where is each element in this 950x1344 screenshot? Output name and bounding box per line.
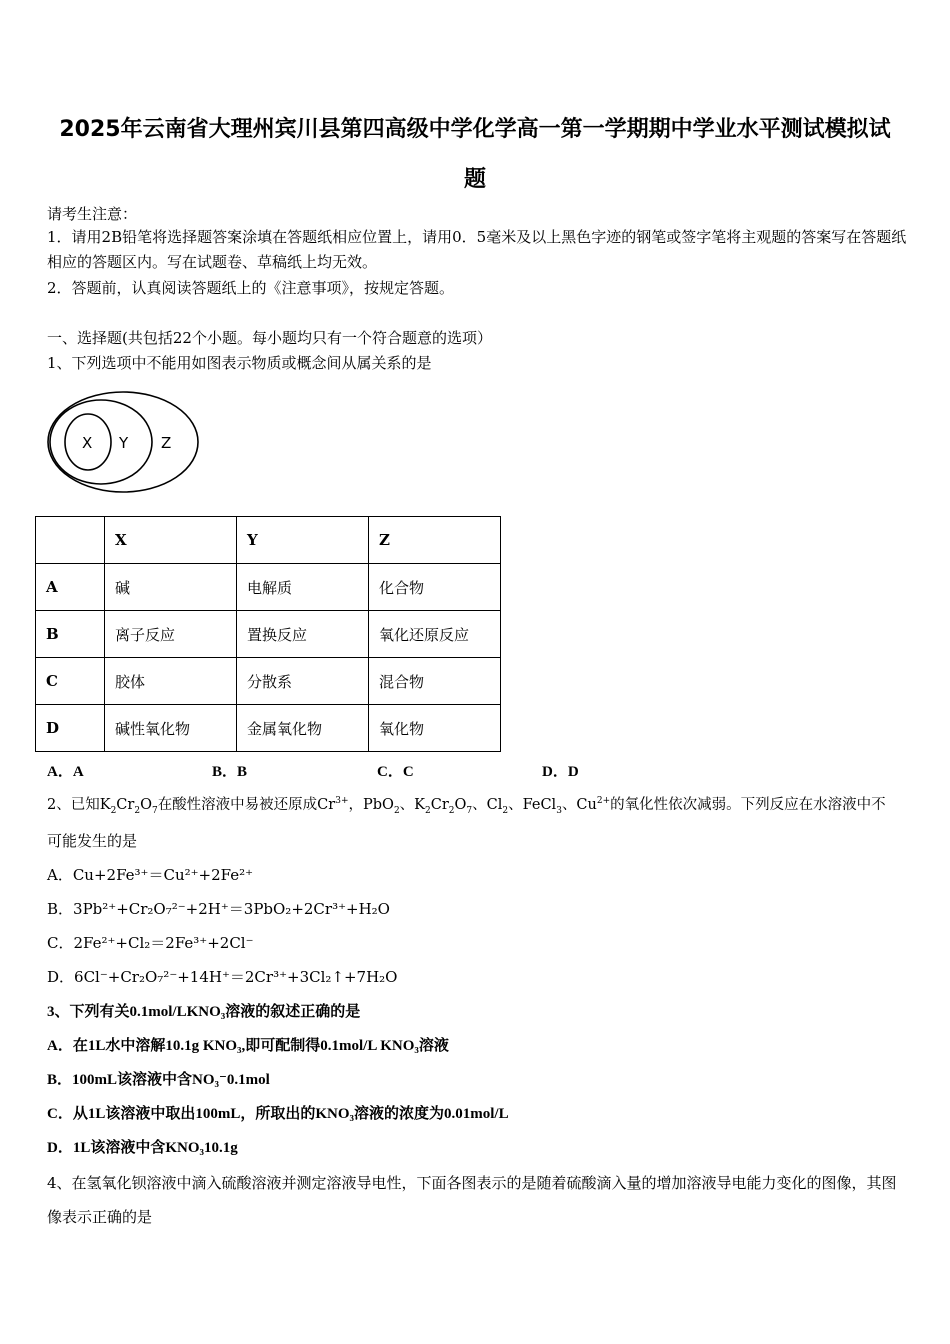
q3-stem: 3、下列有关0.1mol/LKNO₃溶液的叙述正确的是 (47, 1004, 361, 1020)
table-cell: 碱性氧化物 (105, 705, 237, 752)
venn-label-x: X (82, 434, 93, 452)
q1-option-d: D．D (542, 764, 579, 780)
table-cell: C (36, 658, 105, 705)
q2-stem-part: ，PbO (348, 797, 394, 813)
q3-option-b: B．100mL该溶液中含NO₃⁻0.1mol (47, 1072, 270, 1088)
q3-option-c: C．从1L该溶液中取出100mL，所取出的KNO₃溶液的浓度为0.01mol/L (47, 1106, 509, 1122)
q1-option-b: B．B (212, 764, 248, 780)
q2-option-c: C．2Fe²⁺+Cl₂＝2Fe³⁺+2Cl⁻ (47, 934, 254, 952)
q2-stem-part: 、K (399, 797, 426, 813)
q2-stem-part: 、FeCl (508, 797, 557, 813)
table-cell: 电解质 (237, 564, 369, 611)
table-cell: 氧化物 (369, 705, 501, 752)
q2-option-a: A．Cu+2Fe³⁺＝Cu²⁺+2Fe²⁺ (47, 866, 254, 884)
table-cell: 置换反应 (237, 611, 369, 658)
q2-stem-part: 2、已知K (47, 797, 111, 813)
page-title-line2: 题 (463, 167, 486, 192)
q1-venn-diagram (44, 388, 204, 498)
table-cell: Z (369, 517, 501, 564)
table-row (36, 564, 501, 611)
q1-option-a: A．A (47, 764, 84, 780)
q1-table (35, 516, 501, 752)
table-row (36, 611, 501, 658)
table-cell: D (36, 705, 105, 752)
table-header-row (36, 517, 501, 564)
q2-stem-part: 的氧化性依次减弱。下列反应在水溶液中不 (610, 797, 886, 813)
table-cell: 化合物 (369, 564, 501, 611)
notice-heading: 请考生注意： (47, 205, 138, 223)
table-row (36, 705, 501, 752)
table-cell: 分散系 (237, 658, 369, 705)
q2-option-b: B．3Pb²⁺+Cr₂O₇²⁻+2H⁺＝3PbO₂+2Cr³⁺+H₂O (47, 900, 390, 918)
q2-stem-line2: 可能发生的是 (47, 832, 138, 850)
notice-item-2: 2．答题前，认真阅读答题纸上的《注意事项》，按规定答题。 (47, 279, 455, 297)
section-heading: 一、选择题(共包括22个小题。每小题均只有一个符合题意的选项） (47, 329, 492, 347)
q3-option-d: D．1L该溶液中含KNO₃10.1g (47, 1140, 238, 1156)
table-cell: Y (237, 517, 369, 564)
q3-option-a: A．在1L水中溶解10.1g KNO₃,即可配制得0.1mol/L KNO₃溶液 (47, 1038, 449, 1054)
q1-option-c: C．C (377, 764, 414, 780)
table-cell: X (105, 517, 237, 564)
table-cell: 离子反应 (105, 611, 237, 658)
q4-stem: 4、在氢氧化钡溶液中滴入硫酸溶液并测定溶液导电性，下面各图表示的是随着硫酸滴入量的增加溶液导电能力变化的图像，其图像表示正确的是 (47, 1174, 897, 1226)
q2-stem-part: 在酸性溶液中易被还原成Cr (157, 797, 336, 813)
table-cell: 金属氧化物 (237, 705, 369, 752)
q1-stem: 1、下列选项中不能用如图表示物质或概念间从属关系的是 (47, 354, 432, 372)
table-cell: A (36, 564, 105, 611)
table-cell: 碱 (105, 564, 237, 611)
venn-label-z: Z (161, 434, 172, 452)
q2-option-d: D．6Cl⁻+Cr₂O₇²⁻+14H⁺＝2Cr³⁺+3Cl₂↑+7H₂O (47, 968, 398, 986)
table-cell (36, 517, 105, 564)
q2-stem-part: 、Cl (472, 797, 503, 813)
q2-stem-line1: 2、已知$K_2Cr_2O_7$在酸性溶液中易被还原成$Cr^{3+}$，PbO$_2$、$K_2Cr_2O_7$、$Cl_2$、FeCl$_3$、$Cu^{2+}$的氧化性依次减弱。下列反应在水溶液中不 (47, 796, 886, 816)
venn-label-y: Y (119, 434, 129, 452)
page-title-line1: 2025年云南省大理州宾川县第四高级中学化学高一第一学期期中学业水平测试模拟试 (59, 117, 891, 142)
table-row (36, 658, 501, 705)
notice-item-1: 1．请用2B铅笔将选择题答案涂填在答题纸相应位置上，请用0．5毫米及以上黑色字迹的钢笔或签字笔将主观题的答案写在答题纸相应的答题区内。写在试题卷、草稿纸上均无效。 (47, 228, 907, 271)
table-cell: 氧化还原反应 (369, 611, 501, 658)
table-cell: 胶体 (105, 658, 237, 705)
table-cell: 混合物 (369, 658, 501, 705)
q2-stem-part: 、Cu (561, 797, 597, 813)
table-cell: B (36, 611, 105, 658)
